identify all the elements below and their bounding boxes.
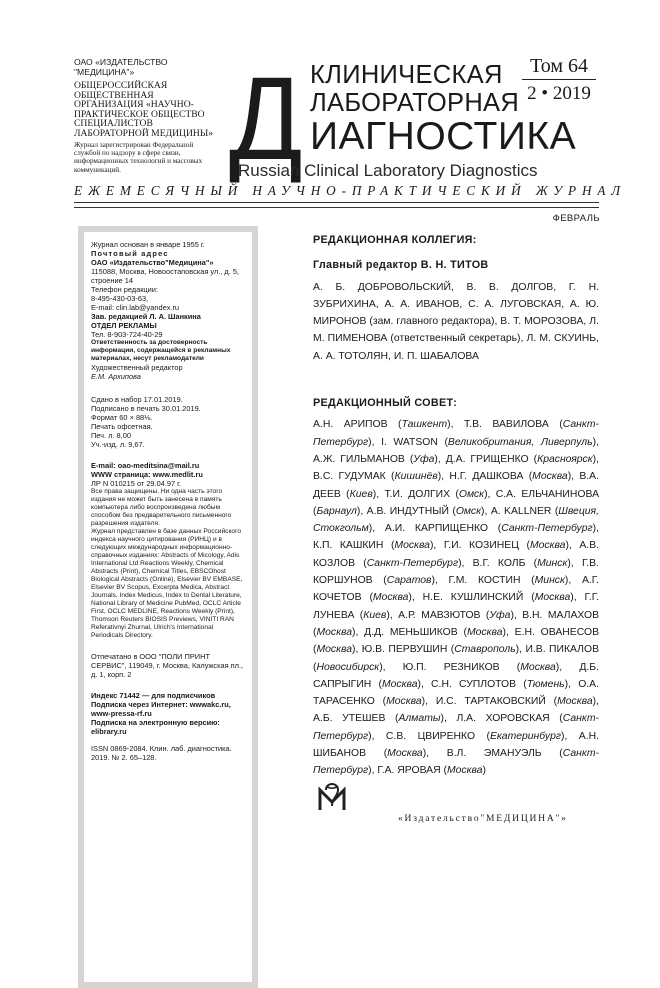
council-member-city: Санкт-Петербург: [313, 713, 599, 742]
publication-sheets: Уч.-изд. л. 9,67.: [91, 440, 145, 449]
council-member-name: А.В. КОЗЛОВ (: [313, 540, 600, 569]
council-member: [362, 644, 526, 655]
council-member: [385, 523, 599, 534]
council-member-city: Киев: [363, 609, 387, 621]
council-member-sep: ),: [567, 471, 580, 483]
publisher-email: E-mail: oao-meditsina@mail.ru: [91, 461, 200, 470]
council-member-sep: ),: [408, 592, 423, 604]
chief-editor: Главный редактор В. Н. ТИТОВ: [313, 259, 489, 272]
council-member: [446, 454, 599, 465]
council-member-sep: ),: [429, 540, 444, 552]
council-member-name: Ю.В. ПЕРВУШИН (: [361, 644, 455, 656]
title-line-3: ИАГНОСТИКА: [310, 115, 577, 158]
publisher-block: [74, 57, 214, 174]
council-member-city: Алматы: [398, 713, 441, 725]
council-member-name: A. KALLNER (: [490, 505, 559, 517]
council-members: [313, 416, 599, 779]
council-member-city: Москва: [446, 765, 483, 777]
council-member-city: Москва: [534, 592, 571, 604]
council-member-sep: ),: [421, 696, 436, 708]
council-member-name: В.Г. КОЛБ (: [472, 557, 538, 569]
issue-box: [522, 54, 596, 108]
council-member-sep: ),: [440, 713, 457, 725]
issue-number: 2 • 2019: [527, 83, 591, 104]
council-member: [431, 679, 578, 690]
subscription-index: Индекс 71442 — для подписчиков: [91, 691, 216, 700]
publisher-website: WWW страница: www.medlit.ru: [91, 470, 203, 479]
council-member-sep: ),: [351, 626, 365, 638]
council-member-sep: ),: [379, 661, 403, 673]
registration-note: Журнал зарегистрирован Федеральной службой по надзору в сфере связи, информационных технологий и массовых коммуникаций.: [74, 140, 203, 174]
council-member-sep: ),: [561, 730, 579, 742]
council-member-sep: ),: [515, 644, 526, 656]
council-member-name: О.А. ТАРАСЕНКО (: [313, 678, 599, 708]
journal-type: ЕЖЕМЕСЯЧНЫЙ НАУЧНО-ПРАКТИЧЕСКИЙ ЖУРНАЛ: [74, 183, 626, 198]
council-member-name: И.В. ПИКАЛОВ (: [313, 644, 600, 673]
volume-label: Том 64: [522, 54, 596, 80]
council-member-sep: ),: [564, 575, 582, 587]
format: Формат 60 × 88⅛.: [91, 413, 153, 422]
council-member-name: А.И. КАРПИЩЕНКО (: [384, 523, 502, 535]
art-editor-label: Художественный редактор: [91, 363, 183, 372]
council-member-sep: ),: [368, 765, 378, 777]
ads-phone: Тел. 8-903-724-40-29: [91, 330, 163, 339]
council-member-city: Омск: [458, 488, 485, 500]
print-type: Печать офсетная.: [91, 422, 153, 431]
council-member-sep: ),: [592, 696, 599, 708]
council-member-city: Москва: [381, 678, 418, 690]
council-member-city: Киев: [349, 488, 373, 500]
issn-line: ISSN 0869-2084. Клин. лаб. диагностика. 2019. № 2. 65–128.: [91, 744, 232, 762]
council-member-name: А.Н. ШИБАНОВ (: [313, 730, 600, 760]
postal-label: Почтовый адрес: [91, 249, 169, 258]
council-member-city: Москва: [557, 696, 593, 708]
license: ЛР N 010215 от 29.04.97 г.: [91, 479, 181, 488]
issue-month: ФЕВРАЛЬ: [552, 213, 600, 224]
council-member-city: Омск: [455, 505, 482, 517]
council-member-name: А.Ж. ГИЛЬМАНОВ (: [313, 453, 414, 465]
council-member-sep: ),: [502, 626, 515, 638]
council-member: [384, 489, 495, 500]
council-member-sep: ),: [565, 540, 580, 552]
council-member-name: Ю.П. РЕЗНИКОВ (: [402, 661, 521, 673]
council-member-city: Москва: [372, 592, 409, 604]
council-member-city: Минск: [537, 557, 568, 569]
council-member-city: Екатеринбург: [489, 730, 561, 742]
council-member-city: Москва: [316, 644, 352, 656]
council-member-sep: ),: [372, 488, 385, 500]
council-member-city: Новосибирск: [316, 661, 380, 673]
council-member-city: Москва: [529, 540, 566, 552]
council-member-name: В.Н. МАЛАХОВ (: [313, 609, 600, 638]
council-member-name: А.Г. КОЧЕТОВ (: [313, 575, 600, 604]
band-rule: [74, 202, 599, 208]
council-member-city: Барнаул: [316, 505, 357, 517]
council-member-name: В.Л. ЭМАНУЭЛЬ (: [446, 748, 563, 760]
ads-label: ОТДЕЛ РЕКЛАМЫ: [91, 321, 157, 330]
indexing-note: Журнал представлен в базе данных Российского индекса научного цитирования (РИНЦ) и в следующих международных информационно-справочных изданиях: Abstracts of Micology, Adis International Ltd Reactions Weekly, Chemical Abstracts (Print), Chemical Titles, EBSCOhost Biological Abstracts (Online), Elsevier BV EMBASE, Elsevier BV Scopus, Excerpta Medica, Abstract Journals, Index Medicus, Index to Dental Literature, National Library of Medicine PubMed, OCLC Article First, OCLC MEDLINE, Reactions Weekly (Print), Thomson Reuters BIOSIS Previews, VINITI RAN Referativnyi Zhurnal, Ulrich's International Periodicals Directory.: [91, 528, 243, 639]
signed-date: Подписано в печать 30.01.2019.: [91, 404, 201, 413]
council-member-sep: ),: [484, 488, 496, 500]
rights-note: Все права защищены. Ни одна часть этого издания не может быть занесена в память компьютера либо воспроизведена любым способом без предварительного письменного разрешения издателя.: [91, 488, 232, 527]
council-member-sep: ),: [592, 523, 600, 535]
council-member-sep: ),: [417, 678, 432, 690]
council-member-name: Л.А. ХОРОВСКАЯ (: [456, 713, 563, 725]
council-member-city: Ташкент: [401, 419, 448, 431]
phone-number: 8-495-430-03-63,: [91, 294, 149, 303]
founded-note: Журнал основан в январе 1955 г.: [91, 240, 205, 249]
council-member-city: Тюмень: [526, 678, 565, 690]
council-heading: РЕДАКЦИОННЫЙ СОВЕТ:: [313, 397, 458, 410]
council-member-name: Г.В. КОРШУНОВ (: [313, 557, 599, 587]
council-member: [313, 419, 464, 430]
council-member: [364, 627, 515, 638]
council-member-city: Уфа: [413, 453, 435, 465]
council-member: [377, 765, 486, 776]
council-member-name: I. WATSON (: [381, 436, 448, 448]
council-member-sep: ),: [434, 453, 446, 465]
council-member-name: Г.М. КОСТИН (: [448, 575, 535, 587]
council-member-name: С.В. ЦВИРЕНКО (: [385, 730, 490, 742]
publisher-mark: «Издательство"МЕДИЦИНА"»: [398, 814, 568, 824]
postal-org: ОАО «Издательство"Медицина"»: [91, 258, 214, 267]
council-member: [423, 592, 585, 603]
council-member-name: С.А. ЕЛЬЧАНИНОВА (: [313, 488, 599, 517]
council-member-city: Москва: [394, 540, 430, 552]
title-line-1: КЛИНИЧЕСКАЯ: [310, 61, 503, 89]
title-initial-letter: Д: [229, 53, 303, 185]
council-member-name: Г.И. КОЗИНЕЦ (: [443, 540, 530, 552]
editor-head: Зав. редакцией Л. А. Шанкина: [91, 312, 201, 321]
subscription-internet: Подписка через Интернет: wwwakc.ru, www-pressa-rf.ru: [91, 700, 231, 718]
council-member: [398, 610, 522, 621]
council-member-sep: ),: [567, 557, 582, 569]
council-member-city: Москва: [316, 626, 352, 638]
editorial-column: [313, 232, 599, 780]
council-member-city: Москва: [520, 661, 556, 673]
board-heading: РЕДАКЦИОННАЯ КОЛЛЕГИЯ:: [313, 234, 477, 246]
council-member-name: Н.Е. КУШЛИНСКИЙ (: [422, 592, 535, 604]
council-member-name: Д.А. ГРИЩЕНКО (: [445, 453, 538, 465]
council-member-city: Санкт-Петербург: [501, 523, 593, 535]
council-member-sep: ),: [368, 523, 385, 535]
council-member-name: А.Р. МАВЗЮТОВ (: [398, 609, 490, 621]
council-member-sep: ),: [447, 419, 464, 431]
ads-note: Ответственность за достоверность информации, содержащейся в рекламных материалах, несут рекламодатели: [91, 339, 231, 362]
title-line-2: ЛАБОРАТОРНАЯ: [310, 89, 520, 117]
council-member-city: Минск: [534, 575, 565, 587]
council-member-name: В.А. ДЕЕВ (: [313, 471, 599, 500]
journal-band: [74, 180, 626, 207]
council-member-sep: ),: [570, 592, 585, 604]
council-member-name: Е.Н. ОВАНЕСОВ (: [313, 626, 600, 656]
print-sheets: Печ. л. 8,00: [91, 431, 131, 440]
council-member-city: Уфа: [489, 609, 511, 621]
council-member: [313, 713, 456, 724]
council-member-name: Г.Г. ЛУНЕВА (: [313, 592, 599, 621]
set-date: Сдано в набор 17.01.2019.: [91, 395, 183, 404]
postal-address: 115088, Москва, Новоостаповская ул., д. 5, строение 14: [91, 267, 239, 285]
council-member-sep: ),: [510, 609, 523, 621]
phone-label: Телефон редакции:: [91, 285, 158, 294]
council-member-city: Кишинёв: [394, 471, 438, 483]
council-member-sep: ),: [422, 748, 447, 760]
council-member-city: Москва: [532, 471, 568, 483]
council-member-city: Ставрополь: [454, 644, 516, 656]
council-member-city: Санкт-Петербург: [313, 419, 599, 448]
council-member-sep: ),: [368, 730, 386, 742]
council-member-sep: ),: [431, 575, 449, 587]
council-member: [313, 471, 449, 482]
subscription-electronic: Подписка на электронную версию: elibrary.ru: [91, 718, 220, 736]
council-member-sep: ),: [481, 505, 491, 517]
council-member-name: А.В. ИНДУТНЫЙ (: [366, 505, 456, 517]
english-title: Russian Clinical Laboratory Diagnostics: [238, 161, 538, 180]
council-member-city: Саратов: [386, 575, 432, 587]
imprint-box: [78, 226, 258, 988]
council-member-city: Санкт-Петербург: [313, 748, 600, 777]
council-member: [449, 575, 582, 586]
publisher-logo-icon: [312, 776, 352, 816]
council-member-name: Д.Б. САПРЫГИН (: [313, 661, 599, 690]
council-member-sep: ),: [564, 678, 579, 690]
council-member: [386, 731, 579, 742]
council-member-city: Москва: [387, 748, 423, 760]
editorial-email: E-mail: clin.lab@yandex.ru: [91, 303, 180, 312]
council-member-name: Д.Д. МЕНЬШИКОВ (: [364, 626, 467, 638]
art-editor-name: Е.М. Архипова: [91, 372, 141, 381]
council-member-sep: ),: [386, 609, 399, 621]
council-member-name: Т.И. ДОЛГИХ (: [384, 488, 459, 500]
council-member-sep: ),: [592, 453, 600, 465]
council-member-sep: ): [482, 765, 486, 777]
council-member-name: К.П. КАШКИН (: [313, 540, 395, 552]
council-member-city: Красноярск: [537, 453, 593, 465]
council-member-name: В.С. ГУДУМАК (: [313, 471, 395, 483]
council-member-city: Швеция, Стокгольм: [313, 505, 599, 535]
council-member: [444, 540, 580, 551]
council-member-sep: ),: [437, 471, 450, 483]
council-member-name: И.С. ТАРТАКОВСКИЙ (: [435, 696, 558, 708]
printer-note: Отпечатано в ООО "ПОЛИ ПРИНТ СЕРВИС", 119049, г. Москва, Калужская пл., д. 1, корп. 2: [91, 652, 244, 679]
council-member-city: Санкт-Петербург: [366, 557, 459, 569]
organization-name: ОБЩЕРОССИЙСКАЯ ОБЩЕСТВЕННАЯ ОРГАНИЗАЦИЯ «НАУЧНО-ПРАКТИЧЕСКОЕ ОБЩЕСТВО СПЕЦИАЛИСТОВ ЛАБОРАТОРНОЙ МЕДИЦИНЫ»: [74, 80, 213, 139]
council-member-sep: ),: [368, 436, 382, 448]
council-member-city: Москва: [466, 626, 503, 638]
council-member: [367, 506, 491, 517]
council-member: [473, 558, 582, 569]
council-member-name: Г.А. ЯРОВАЯ (: [377, 765, 447, 777]
council-member-name: Т.В. ВАВИЛОВА (: [464, 419, 563, 431]
council-member-name: Н.Г. ДАШКОВА (: [449, 471, 533, 483]
council-member-name: С.Н. СУПЛОТОВ (: [431, 678, 527, 690]
council-member: [403, 662, 580, 673]
council-member-sep: ),: [592, 436, 599, 448]
council-member-name: А.Б. УТЕШЕВ (: [313, 713, 399, 725]
council-member-sep: ),: [351, 644, 362, 656]
council-member: [313, 540, 444, 551]
council-member: [449, 471, 579, 482]
council-member-sep: ),: [555, 661, 580, 673]
council-member-name: А.Н. АРИПОВ (: [313, 419, 402, 431]
council-member-city: Москва: [386, 696, 422, 708]
board-members: А. Б. ДОБРОВОЛЬСКИЙ, В. В. ДОЛГОВ, Г. Н. ЗУБРИХИНА, А. А. ИВАНОВ, С. А. ЛУГОВСКАЯ, А. Ю. МИРОНОВ (зам. главного редактора), В. Т. МОРОЗОВА, Л. М. ПИМЕНОВА (ответственный секретарь), Л. М. СКУИНЬ, А. А. ТОТОЛЯН, И. П. ШАБАЛОВА: [313, 281, 599, 362]
council-member-sep: ),: [458, 557, 473, 569]
council-member: [381, 437, 599, 448]
council-member-sep: ),: [356, 505, 367, 517]
publisher-name: ОАО «ИЗДАТЕЛЬСТВО "МЕДИЦИНА"»: [74, 57, 168, 77]
council-member: [313, 454, 446, 465]
council-member-city: Великобритания, Ливерпуль: [447, 436, 593, 448]
council-member: [436, 696, 599, 707]
